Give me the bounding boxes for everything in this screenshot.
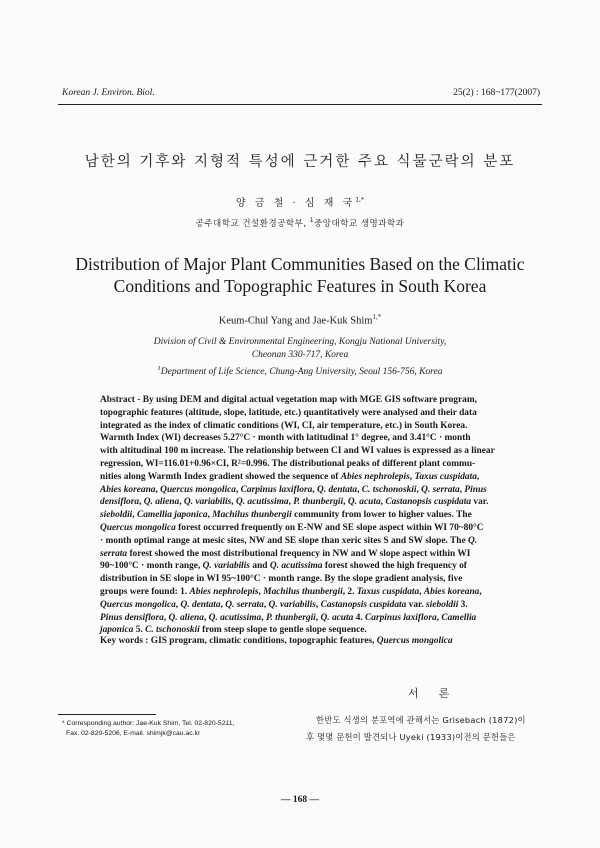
abstract-line: integrated as the index of climatic conditions (WI, CI, air temperature, etc.) in South Korea. bbox=[100, 420, 468, 431]
section-heading: 서론 bbox=[408, 687, 470, 700]
korean-affiliation: 공주대학교 건설환경공학부, $^1$중앙대학교 생명과학과 bbox=[195, 217, 405, 229]
abstract-line: Abies koreana, Quercus mongolica, Carpinus laxiflora, Q. dentata, C. tschonoskii, Q. serrata, Pinus bbox=[100, 484, 487, 495]
korean-title: 남한의 기후와 지형적 특성에 근거한 주요 식물군락의 분포 bbox=[84, 154, 516, 170]
abstract-line: densiflora, Q. aliena, Q. variabilis, Q. acutissima, P. thunbergii, Q. acuta, Castanopsis cuspidata var. bbox=[100, 497, 489, 508]
abstract-line: serrata forest showed the most distributional frequency in NW and W slope aspect within WI bbox=[100, 548, 471, 559]
korean-authors: 양 금 철 · 심 재 국$^{1,*}$ bbox=[236, 196, 364, 209]
abstract-line: distribution in SE slope in WI 95~100°C · month range. By the slope gradient analysis, five bbox=[100, 574, 463, 585]
abstract-line: Warmth Index (WI) decreases 5.27°C · month with latitudinal 1° degree, and 3.41°C · month bbox=[100, 433, 471, 444]
abstract-line: 90~100°C · month range, Q. variabilis and Q. acutissima forest showed the high frequency of bbox=[100, 561, 467, 572]
abstract-line: Quercus mongolica forest occurred frequently on E-NW and SE slope aspect within WI 70~80°C bbox=[100, 522, 484, 533]
abstract-line: topographic features (altitude, slope, latitude, etc.) quantitatively were analysed and their data bbox=[100, 407, 477, 418]
journal-name: Korean J. Environ. Biol. bbox=[62, 88, 155, 98]
footnote-rule bbox=[58, 714, 156, 715]
english-title: Distribution of Major Plant Communities Based on the Climatic Conditions and Topographic Features in South Korea bbox=[75, 254, 525, 296]
abstract-line: Quercus mongolica, Q. dentata, Q. serrata, Q. variabilis, Castanopsis cuspidata var. sieboldii 3. bbox=[100, 599, 468, 610]
footnote: * Corresponding author: Jae-Kuk Shim, Tel. 02-820-5211, Fax. 02-820-5206, E-mail. shimjk@cau.ac.kr bbox=[62, 720, 235, 737]
body-text: 한반도 식생의 분포역에 관해서는 Grisebach (1872)이 후 몇몇 문헌이 발견되나 Uyeki (1933)이전의 문헌들은 bbox=[306, 715, 526, 742]
abstract bbox=[100, 394, 500, 637]
abstract-line: nities along Warmth Index gradient showed the sequence of Abies nephrolepis, Taxus cuspidata, bbox=[100, 471, 480, 482]
english-authors: Keum-Chul Yang and Jae-Kuk Shim$^{1,*}$ bbox=[218, 313, 382, 327]
abstract-line: · month optimal range at mesic sites, NW and SE slope than xeric sites S and SW slope. The Q. bbox=[100, 535, 478, 546]
page-number: — 168 — bbox=[281, 795, 319, 805]
abstract-line: Pinus densiflora, Q. aliena, Q. acutissima, P. thunbergii, Q. acuta 4. Carpinus laxiflora, Camellia bbox=[100, 612, 477, 623]
english-affiliation: Division of Civil & Environmental Engineering, Kongju National University, Cheonan 330-717, Korea $^1$Department of Life Science, Chung-Ang University, Seoul 156-756, Korea bbox=[153, 337, 447, 378]
abstract-line: sieboldii, Camellia japonica, Machilus thunbergii community from lower to higher values. The bbox=[100, 510, 472, 521]
abstract-line: regression, WI=116.01+0.96×CI, R²=0.996. The distributional peaks of different plant commu- bbox=[100, 458, 476, 469]
abstract-line: Abstract - By using DEM and digital actual vegetation map with MGE GIS software program, bbox=[100, 395, 477, 405]
abstract-line: groups were found: 1. Abies nephrolepis, Machilus thunbergii, 2. Taxus cuspidata, Abies koreana, bbox=[100, 586, 482, 597]
header-rule bbox=[58, 104, 542, 105]
abstract-line: with altitudinal 100 m increase. The relationship between CI and WI values is expressed as a linear bbox=[100, 446, 495, 457]
abstract-line: japonica 5. C. tschonoskii from steep slope to gentle slope sequence. bbox=[100, 625, 367, 636]
keywords: Key words : GIS program, climatic conditions, topographic features, Quercus mongolica bbox=[100, 636, 453, 646]
citation: 25(2) : 168~177(2007) bbox=[453, 88, 540, 98]
